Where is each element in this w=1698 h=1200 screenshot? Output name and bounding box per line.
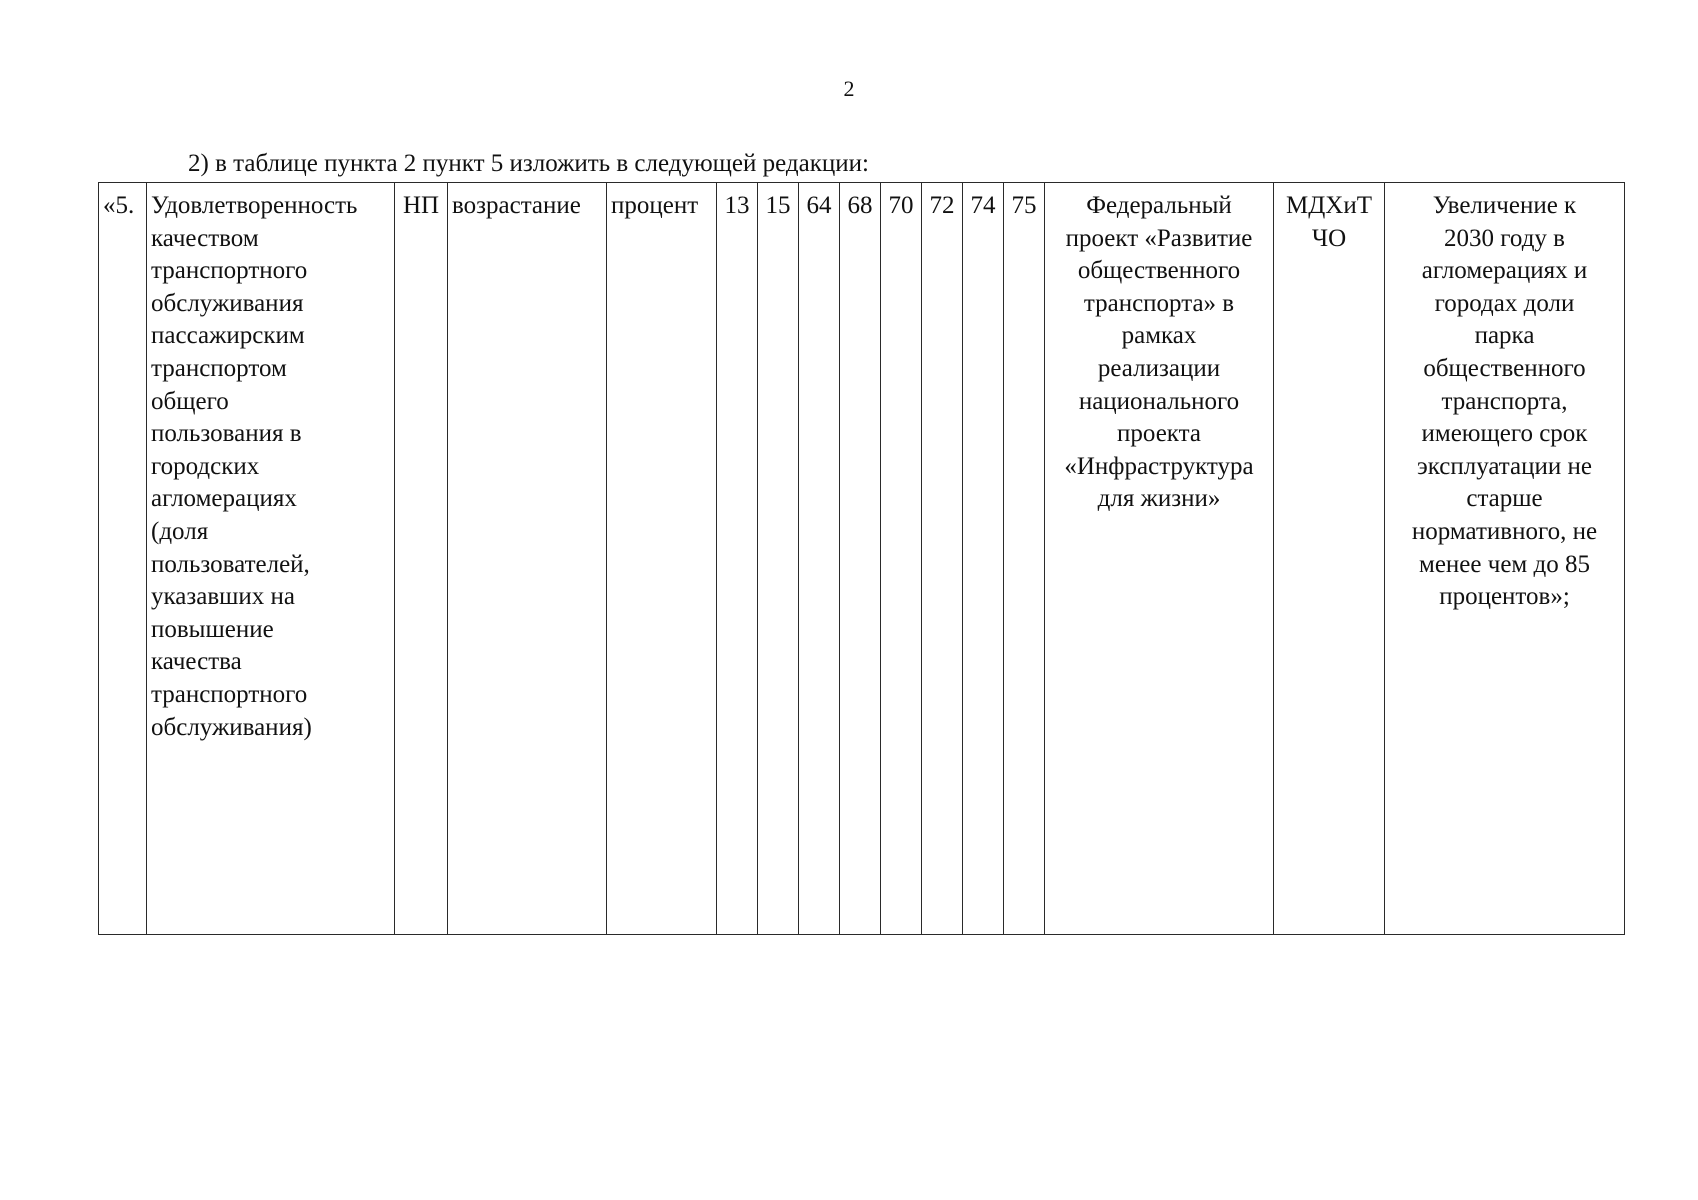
cell-trend: возрастание (448, 183, 607, 935)
cell-type: НП (395, 183, 448, 935)
cell-value: 74 (963, 183, 1004, 935)
cell-project: Федеральный проект «Развитие общественного транспорта» в рамках реализации национального проекта «Инфраструктура для жизни» (1045, 183, 1274, 935)
cell-result: Увеличение к 2030 году в агломерациях и городах доли парка общественного транспорта, имеющего срок эксплуатации не старше нормативного, не менее чем до 85 процентов»; (1385, 183, 1625, 935)
cell-value: 13 (717, 183, 758, 935)
table-row (99, 183, 1625, 935)
cell-value: 72 (922, 183, 963, 935)
cell-value: 70 (881, 183, 922, 935)
indicator-table (98, 182, 1625, 935)
cell-unit: процент (607, 183, 717, 935)
cell-indicator-name: Удовлетворенность качеством транспортного обслуживания пассажирским транспортом общего пользования в городских агломерациях (доля пользователей, указавших на повышение качества транспортного обслуживания) (147, 183, 395, 935)
cell-responsible: МДХиТ ЧО (1274, 183, 1385, 935)
page-number: 2 (843, 76, 855, 101)
amendment-intro: 2) в таблице пункта 2 пункт 5 изложить в следующей редакции: (188, 150, 869, 177)
cell-value: 64 (799, 183, 840, 935)
cell-number: «5. (99, 183, 147, 935)
cell-value: 68 (840, 183, 881, 935)
cell-value: 15 (758, 183, 799, 935)
cell-value: 75 (1004, 183, 1045, 935)
